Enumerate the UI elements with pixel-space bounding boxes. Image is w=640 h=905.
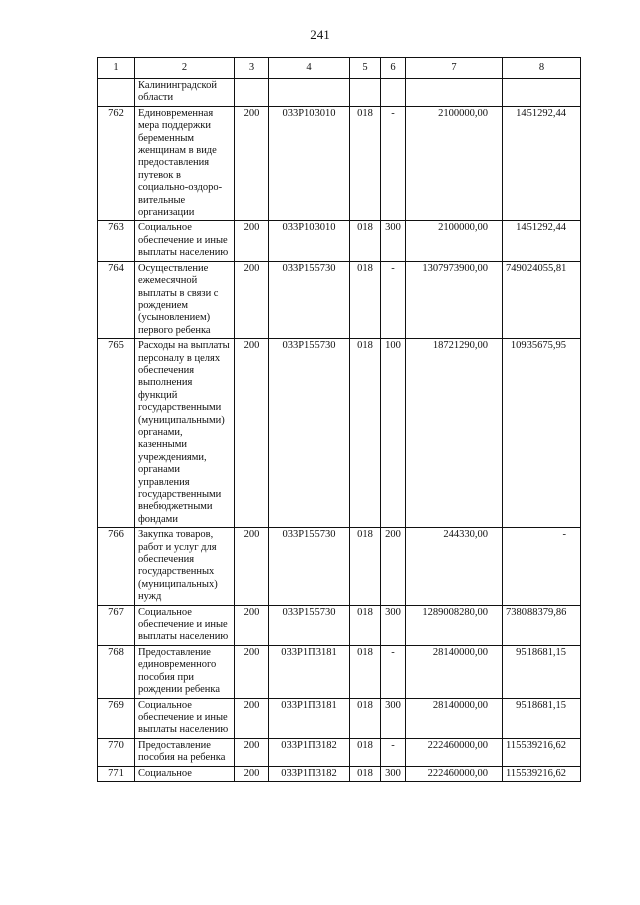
cell-code: 033P155730	[269, 261, 350, 338]
cell-amount-actual: 115539216,62	[503, 738, 581, 766]
cell-col3: 200	[235, 106, 269, 221]
row-number: 766	[98, 528, 135, 605]
cell-code: 033P1П3182	[269, 766, 350, 781]
cell-col3: 200	[235, 605, 269, 645]
cell-code	[269, 79, 350, 107]
cell-col5: 018	[350, 106, 381, 221]
cell-col6: 300	[381, 221, 406, 261]
table-row	[98, 106, 581, 221]
row-number: 763	[98, 221, 135, 261]
cell-col3: 200	[235, 261, 269, 338]
table-row	[98, 698, 581, 738]
row-number: 762	[98, 106, 135, 221]
cell-col5	[350, 79, 381, 107]
cell-col3: 200	[235, 339, 269, 528]
cell-amount-plan: 1289008280,00	[406, 605, 503, 645]
cell-col6: 300	[381, 605, 406, 645]
cell-amount-plan: 1307973900,00	[406, 261, 503, 338]
table-row	[98, 645, 581, 698]
cell-amount-actual	[503, 79, 581, 107]
cell-col6: 100	[381, 339, 406, 528]
table-body	[98, 79, 581, 782]
cell-amount-plan: 2100000,00	[406, 221, 503, 261]
table-row	[98, 261, 581, 338]
row-name: Социальное обеспечение и иные выплаты населению	[135, 605, 235, 645]
table-header-row	[98, 58, 581, 79]
row-number: 764	[98, 261, 135, 338]
cell-col6: 300	[381, 766, 406, 781]
row-name: Социальное обеспечение и иные выплаты населению	[135, 698, 235, 738]
cell-amount-plan: 28140000,00	[406, 698, 503, 738]
cell-col6: -	[381, 261, 406, 338]
row-number: 769	[98, 698, 135, 738]
cell-code: 033P155730	[269, 605, 350, 645]
cell-col5: 018	[350, 766, 381, 781]
cell-amount-actual: 9518681,15	[503, 645, 581, 698]
cell-amount-actual: -	[503, 528, 581, 605]
cell-col5: 018	[350, 528, 381, 605]
page-number: 241	[310, 27, 330, 42]
cell-code: 033P155730	[269, 339, 350, 528]
column-header: 4	[269, 58, 350, 79]
cell-col5: 018	[350, 221, 381, 261]
cell-code: 033P1П3181	[269, 645, 350, 698]
table-row	[98, 766, 581, 781]
cell-amount-actual: 115539216,62	[503, 766, 581, 781]
cell-col5: 018	[350, 261, 381, 338]
cell-code: 033P1П3182	[269, 738, 350, 766]
column-header: 5	[350, 58, 381, 79]
cell-col3	[235, 79, 269, 107]
cell-amount-actual: 10935675,95	[503, 339, 581, 528]
cell-col5: 018	[350, 738, 381, 766]
cell-code: 033P1П3181	[269, 698, 350, 738]
cell-col6: 300	[381, 698, 406, 738]
cell-amount-actual: 749024055,81	[503, 261, 581, 338]
cell-amount-plan	[406, 79, 503, 107]
row-name: Социальное обеспечение и иные выплаты населению	[135, 221, 235, 261]
table-row	[98, 528, 581, 605]
cell-amount-actual: 9518681,15	[503, 698, 581, 738]
cell-col6: 200	[381, 528, 406, 605]
cell-code: 033P103010	[269, 106, 350, 221]
cell-col3: 200	[235, 528, 269, 605]
row-name: Закупка товаров, работ и услуг для обеспечения государственных (муниципальных) нужд	[135, 528, 235, 605]
table-row	[98, 339, 581, 528]
table-row	[98, 605, 581, 645]
cell-amount-plan: 2100000,00	[406, 106, 503, 221]
row-number	[98, 79, 135, 107]
cell-amount-plan: 28140000,00	[406, 645, 503, 698]
column-header: 7	[406, 58, 503, 79]
budget-table	[97, 57, 581, 782]
row-number: 767	[98, 605, 135, 645]
cell-amount-actual: 1451292,44	[503, 221, 581, 261]
cell-code: 033P103010	[269, 221, 350, 261]
cell-col6: -	[381, 645, 406, 698]
row-name: Осуществление ежемесячной выплаты в связи с рождением (усыновлением) первого ребенка	[135, 261, 235, 338]
row-name: Предоставление единовременного пособия при рождении ребенка	[135, 645, 235, 698]
cell-col3: 200	[235, 221, 269, 261]
row-name: Социальное	[135, 766, 235, 781]
cell-col6: -	[381, 106, 406, 221]
cell-amount-plan: 244330,00	[406, 528, 503, 605]
cell-col3: 200	[235, 766, 269, 781]
cell-amount-plan: 222460000,00	[406, 766, 503, 781]
cell-col5: 018	[350, 645, 381, 698]
row-name: Единовременная мера поддержки беременным женщинам в виде предоставления путевок в социально-оздоровительные организации	[135, 106, 235, 221]
row-number: 768	[98, 645, 135, 698]
row-number: 765	[98, 339, 135, 528]
table-row	[98, 79, 581, 107]
cell-code: 033P155730	[269, 528, 350, 605]
column-header: 6	[381, 58, 406, 79]
cell-col3: 200	[235, 698, 269, 738]
cell-amount-actual: 738088379,86	[503, 605, 581, 645]
cell-amount-plan: 18721290,00	[406, 339, 503, 528]
row-name: Расходы на выплаты персоналу в целях обеспечения выполнения функций государственными (муниципальными) органами, казенными учреждениями, органами управления государственными внебюджетными фондами	[135, 339, 235, 528]
cell-col3: 200	[235, 738, 269, 766]
column-header: 3	[235, 58, 269, 79]
cell-amount-plan: 222460000,00	[406, 738, 503, 766]
cell-amount-actual: 1451292,44	[503, 106, 581, 221]
column-header: 2	[135, 58, 235, 79]
cell-col5: 018	[350, 339, 381, 528]
cell-col6: -	[381, 738, 406, 766]
table-row	[98, 738, 581, 766]
row-number: 770	[98, 738, 135, 766]
column-header: 8	[503, 58, 581, 79]
cell-col5: 018	[350, 605, 381, 645]
row-number: 771	[98, 766, 135, 781]
cell-col5: 018	[350, 698, 381, 738]
column-header: 1	[98, 58, 135, 79]
cell-col6	[381, 79, 406, 107]
table-row	[98, 221, 581, 261]
cell-col3: 200	[235, 645, 269, 698]
row-name: Предоставление пособия на ребенка	[135, 738, 235, 766]
row-name: Калининградской области	[135, 79, 235, 107]
